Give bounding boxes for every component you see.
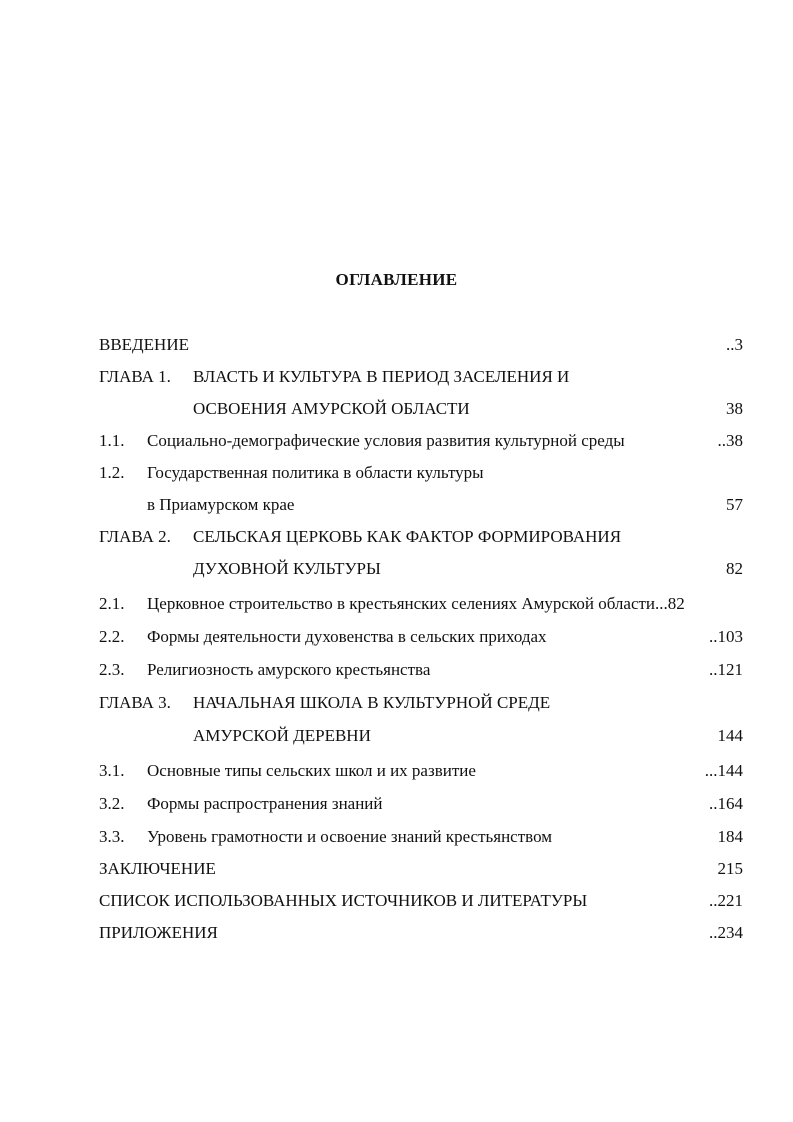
toc-entry-chapter-2-cont <box>193 558 743 580</box>
toc-entry-text: Социально-демографические условия развития культурной среды <box>147 431 625 450</box>
toc-entry-text: ДУХОВНОЙ КУЛЬТУРЫ <box>193 559 381 578</box>
toc-entry-text: Уровень грамотности и освоение знаний крестьянством <box>147 827 553 846</box>
toc-chapter-label: ГЛАВА 2. <box>99 527 171 546</box>
toc-entry-text: ОСВОЕНИЯ АМУРСКОЙ ОБЛАСТИ <box>193 399 470 418</box>
toc-page-number: ..221 <box>709 891 743 910</box>
toc-entry-chapter-3-cont <box>193 725 743 747</box>
toc-section-number: 1.2. <box>99 463 125 482</box>
toc-page-number: ..121 <box>709 660 743 679</box>
toc-entry-appendices <box>99 922 743 944</box>
page-title: ОГЛАВЛЕНИЕ <box>335 270 458 289</box>
toc-section-number: 1.1. <box>99 431 125 450</box>
toc-section-number: 3.1. <box>99 761 125 780</box>
toc-page-number: 82 <box>726 559 743 578</box>
toc-entry-1-2-cont <box>147 494 743 516</box>
toc-section-number: 2.3. <box>99 660 125 679</box>
toc-entry-text: ВЛАСТЬ И КУЛЬТУРА В ПЕРИОД ЗАСЕЛЕНИЯ И <box>193 367 570 386</box>
toc-entry-chapter-1 <box>99 366 743 388</box>
toc-entry-text: Государственная политика в области культуры <box>147 463 484 482</box>
toc-entry-text: в Приамурском крае <box>147 495 295 514</box>
toc-entry-chapter-3 <box>99 692 743 714</box>
toc-entry-1-1 <box>99 430 743 452</box>
toc-section-number: 2.1. <box>99 594 125 613</box>
toc-entry-text: ЗАКЛЮЧЕНИЕ <box>99 859 216 878</box>
toc-entry-introduction <box>99 334 743 356</box>
toc-entry-2-2 <box>99 626 743 648</box>
toc-page-number: ..38 <box>717 431 743 450</box>
toc-entry-3-2 <box>99 793 743 815</box>
toc-entry-bibliography <box>99 890 743 912</box>
toc-section-number: 3.2. <box>99 794 125 813</box>
toc-entry-text: Формы распространения знаний <box>147 794 383 813</box>
toc-page-number: ...82 <box>655 594 685 613</box>
toc-page-number: 38 <box>726 399 743 418</box>
toc-entry-text: Церковное строительство в крестьянских селениях Амурской области <box>147 594 656 613</box>
toc-entry-chapter-2 <box>99 526 743 548</box>
toc-page-number: ..234 <box>709 923 743 942</box>
toc-page-number: 184 <box>717 827 743 846</box>
toc-chapter-label: ГЛАВА 3. <box>99 693 171 712</box>
toc-chapter-label: ГЛАВА 1. <box>99 367 171 386</box>
toc-entry-text: Религиозность амурского крестьянства <box>147 660 431 679</box>
toc-entry-3-1 <box>99 760 743 782</box>
toc-entry-conclusion <box>99 858 743 880</box>
toc-page-number: 215 <box>717 859 743 878</box>
toc-page-number: ...144 <box>704 761 743 780</box>
toc-entry-text: Формы деятельности духовенства в сельских приходах <box>147 627 547 646</box>
toc-entry-text: ВВЕДЕНИЕ <box>99 335 189 354</box>
toc-entry-chapter-1-cont <box>193 398 743 420</box>
toc-page-number: ..164 <box>709 794 743 813</box>
toc-entry-1-2 <box>99 462 743 484</box>
toc-entry-2-1 <box>99 593 743 615</box>
toc-entry-3-3 <box>99 826 743 848</box>
toc-entry-text: ПРИЛОЖЕНИЯ <box>99 923 218 942</box>
toc-page-number: ..103 <box>709 627 743 646</box>
toc-page-number: 57 <box>726 495 743 514</box>
toc-entry-text: СЕЛЬСКАЯ ЦЕРКОВЬ КАК ФАКТОР ФОРМИРОВАНИЯ <box>193 527 622 546</box>
toc-entry-text: НАЧАЛЬНАЯ ШКОЛА В КУЛЬТУРНОЙ СРЕДЕ <box>193 693 551 712</box>
toc-section-number: 3.3. <box>99 827 125 846</box>
toc-entry-text: Основные типы сельских школ и их развитие <box>147 761 476 780</box>
toc-section-number: 2.2. <box>99 627 125 646</box>
toc-entry-2-3 <box>99 659 743 681</box>
toc-page-number: 144 <box>717 726 743 745</box>
toc-entry-text: АМУРСКОЙ ДЕРЕВНИ <box>193 726 371 745</box>
toc-page-number: ..3 <box>726 335 743 354</box>
toc-entry-text: СПИСОК ИСПОЛЬЗОВАННЫХ ИСТОЧНИКОВ И ЛИТЕРАТУРЫ <box>99 891 588 910</box>
